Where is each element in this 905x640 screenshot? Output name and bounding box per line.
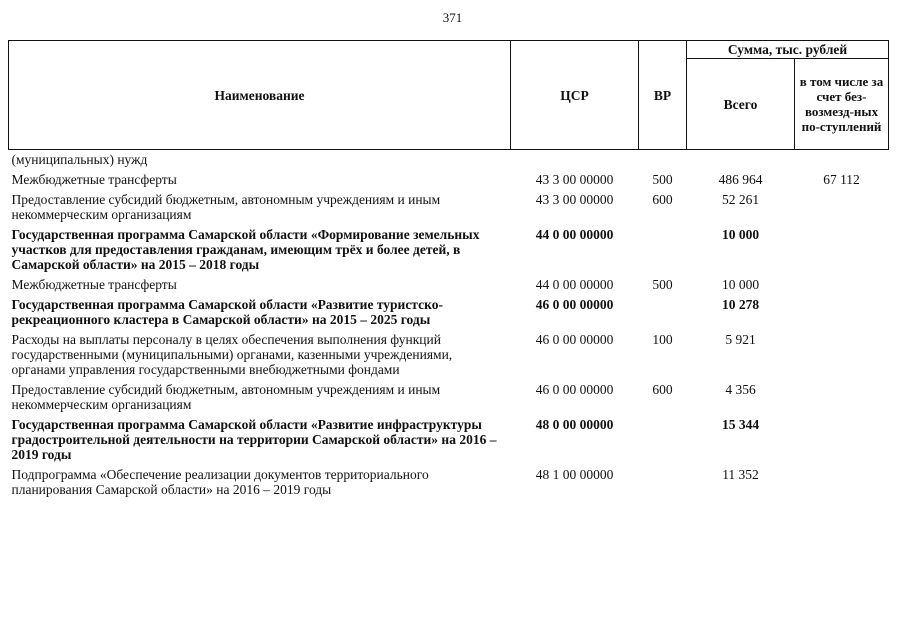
cell-total: 10 000 (721, 227, 760, 242)
cell-csr: 48 0 00 00000 (535, 417, 614, 432)
cell-name: Межбюджетные трансферты (11, 172, 177, 187)
cell-free: 67 112 (823, 172, 860, 187)
cell-vr (639, 465, 687, 500)
cell-name: Государственная программа Самарской области «Развитие инфраструктуры градостроительной деятельности на территории Самарской области» на 2016 – 2019 годы (11, 417, 497, 462)
cell-total: 11 352 (722, 467, 759, 482)
cell-name: (муниципальных) нужд (11, 152, 148, 167)
cell-csr: 48 1 00 00000 (535, 467, 614, 482)
table-body (9, 150, 889, 501)
cell-free (795, 150, 889, 171)
header-name: Наименование (9, 41, 511, 150)
cell-free (795, 380, 889, 415)
cell-name: Предоставление субсидий бюджетным, автономным учреждениям и иным некоммерческим организациям (11, 192, 441, 222)
cell-total: 4 356 (725, 382, 756, 397)
table-row (9, 150, 889, 171)
cell-free (795, 330, 889, 380)
cell-total: 10 278 (721, 297, 760, 312)
cell-free (795, 415, 889, 465)
cell-total: 5 921 (725, 332, 756, 347)
cell-vr: 600 (652, 192, 673, 207)
cell-free (795, 465, 889, 500)
cell-csr: 44 0 00 00000 (535, 277, 614, 292)
header-free: в том числе за счет без-возмезд-ных по-ступлений (795, 59, 889, 150)
cell-vr: 500 (652, 172, 673, 187)
cell-free (795, 275, 889, 295)
cell-csr: 46 0 00 00000 (535, 332, 614, 347)
table-row (9, 225, 889, 275)
cell-vr (639, 415, 687, 465)
cell-total: 486 964 (718, 172, 763, 187)
cell-name: Расходы на выплаты персоналу в целях обеспечения выполнения функций государственными (муниципальными) органами, казенными учреждениями, органами управления государственными внебюджетными фондами (11, 332, 453, 377)
cell-csr: 46 0 00 00000 (535, 382, 614, 397)
page-number: 371 (442, 10, 463, 25)
table-row (9, 295, 889, 330)
header-vr: ВР (639, 41, 687, 150)
cell-name: Государственная программа Самарской области «Формирование земельных участков для предоставления гражданам, имеющим трёх и более детей, в Самарской области» на 2015 – 2018 годы (11, 227, 480, 272)
cell-vr: 100 (652, 332, 673, 347)
budget-table (8, 40, 889, 500)
cell-name: Межбюджетные трансферты (11, 277, 177, 292)
header-total: Всего (687, 59, 795, 150)
cell-name: Подпрограмма «Обеспечение реализации документов территориального планирования Самарской области» на 2016 – 2019 годы (11, 467, 429, 497)
cell-total: 15 344 (721, 417, 760, 432)
table-header (9, 41, 889, 150)
table-row (9, 190, 889, 225)
cell-csr: 44 0 00 00000 (535, 227, 614, 242)
cell-free (795, 190, 889, 225)
cell-vr (639, 150, 687, 171)
cell-vr (639, 225, 687, 275)
cell-vr (639, 295, 687, 330)
cell-name: Государственная программа Самарской области «Развитие туристско-рекреационного кластера в Самарской области» на 2015 – 2025 годы (11, 297, 443, 327)
cell-csr (511, 150, 639, 171)
header-sum-group: Сумма, тыс. рублей (687, 41, 889, 59)
cell-csr: 46 0 00 00000 (535, 297, 614, 312)
cell-csr: 43 3 00 00000 (535, 192, 614, 207)
cell-vr: 500 (652, 277, 673, 292)
cell-total (687, 150, 795, 171)
cell-csr: 43 3 00 00000 (535, 172, 614, 187)
table-row (9, 330, 889, 380)
cell-name: Предоставление субсидий бюджетным, автономным учреждениям и иным некоммерческим организациям (11, 382, 441, 412)
cell-vr: 600 (652, 382, 673, 397)
table-row (9, 380, 889, 415)
table-row (9, 170, 889, 190)
cell-total: 52 261 (721, 192, 760, 207)
cell-free (795, 295, 889, 330)
cell-free (795, 225, 889, 275)
header-csr: ЦСР (511, 41, 639, 150)
table-row (9, 415, 889, 465)
table-row (9, 275, 889, 295)
table-row (9, 465, 889, 500)
cell-total: 10 000 (721, 277, 760, 292)
